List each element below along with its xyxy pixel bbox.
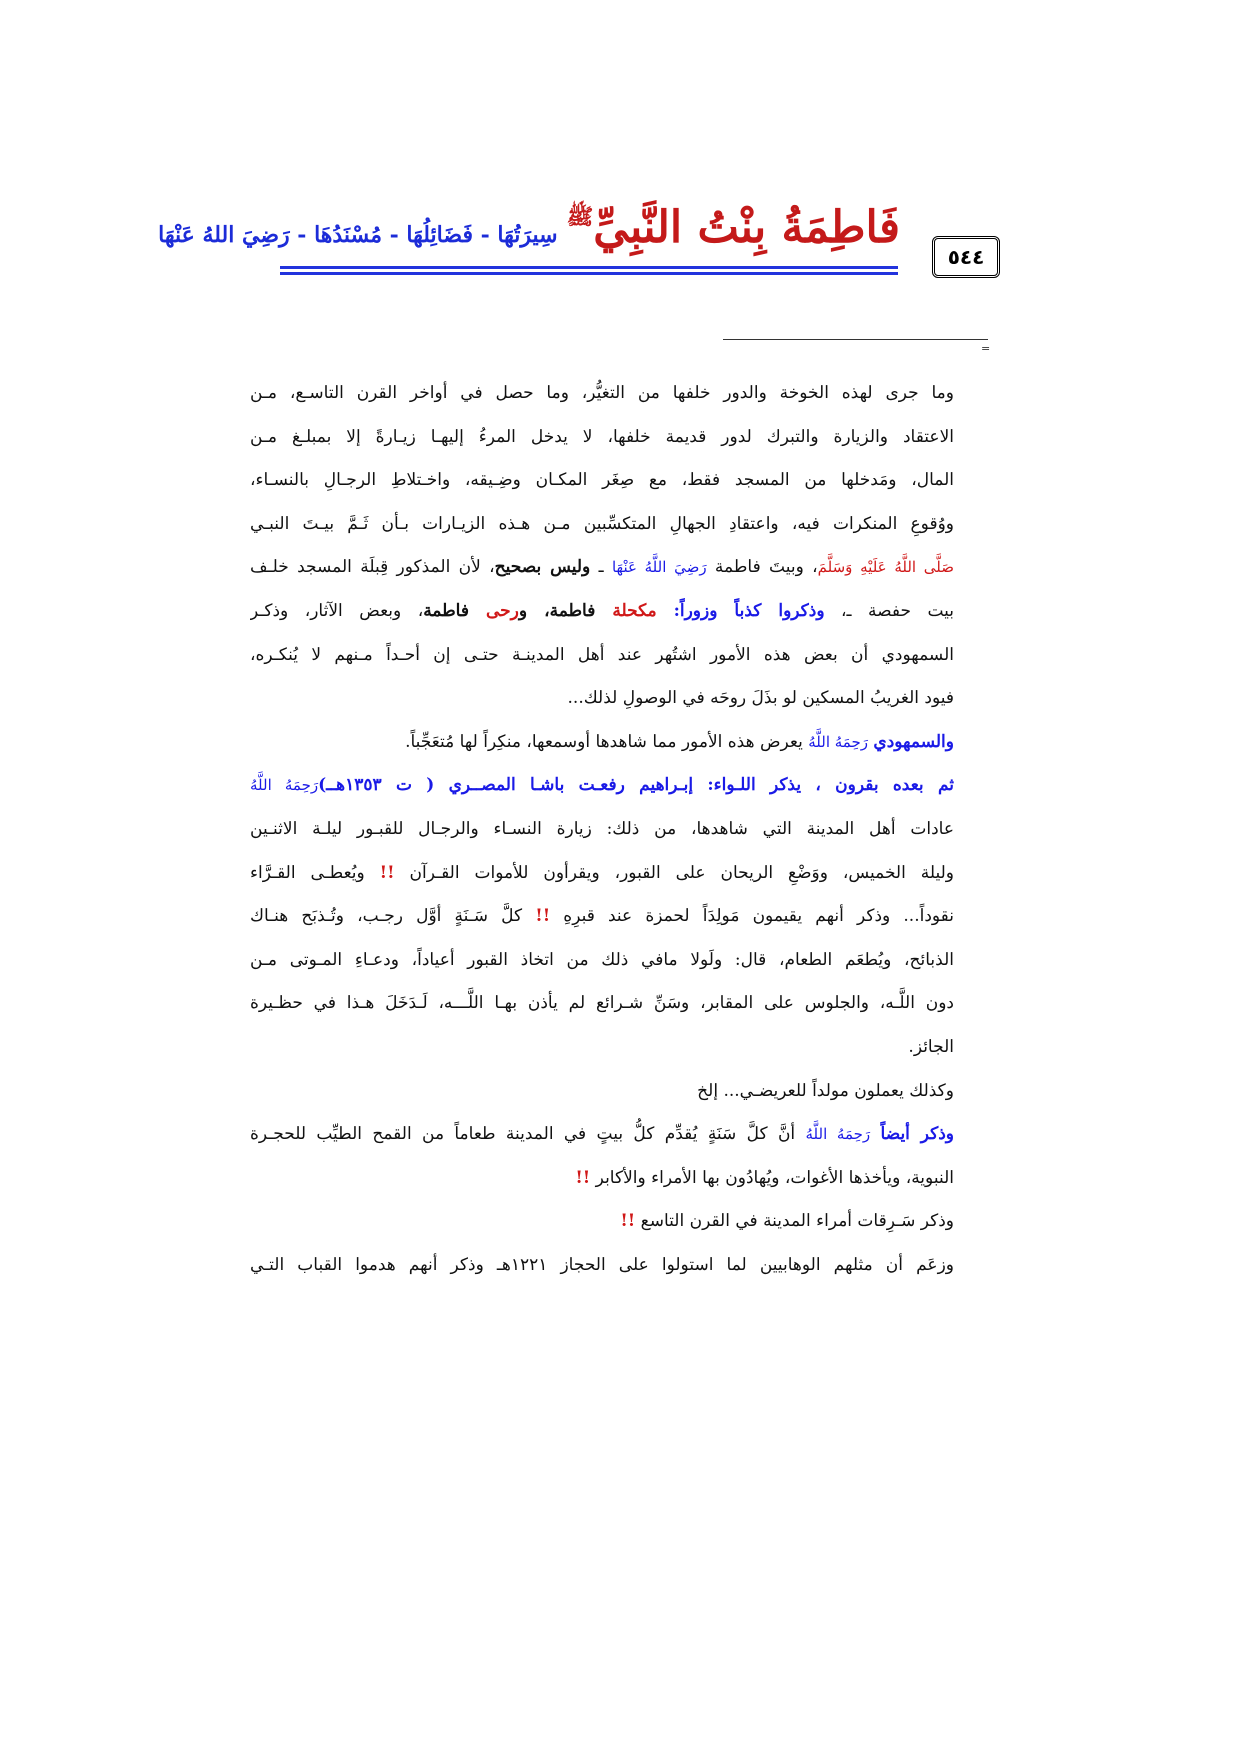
page-header	[158, 196, 1000, 278]
honorific: رَحِمَهُ اللَّهُ	[808, 732, 868, 751]
text-line: وزعَم أن مثلهم الوهابيين لما استولوا على الحجاز ١٢٢١هـ وذكر أنهم هدموا القباب التـي	[250, 1254, 954, 1275]
text-line: فيود الغريبُ المسكين لو بذَلَ روحَه في الوصولِ لذلك...	[567, 688, 954, 709]
honorific: رَحِمَهُ اللَّهُ	[805, 1125, 871, 1144]
text-line: الجائز.	[908, 1036, 954, 1057]
text-line: وكذلك يعملون مولداً للعريضـي... إلخ	[697, 1080, 954, 1101]
text-line: بيت حفصة ـ، وذكروا كذباً وزوراً: مكحلة فاطمة، ورحى فاطمة، وبعض الآثار، وذكـر	[250, 600, 954, 621]
text-line: وذكر سَـرِقات أمراء المدينة في القرن التاسع !!	[620, 1211, 954, 1232]
header-rule-bottom	[280, 272, 898, 275]
text-line: السمهودي أن بعض هذه الأمور اشتُهر عند أهل المدينـة حتـى إن أحـداً مـنهم لا يُنكـره،	[250, 644, 954, 665]
text-line: الذبائح، ويُطعَم الطعام، قال: ولَولا مافي ذلك من اتخاذ القبور أعياداً، ودعـاءِ المـوتى مـن	[250, 949, 954, 970]
text-line: النبوية، ويأخذها الأغوات، ويُهادُون بها الأمراء والأكابر !!	[575, 1167, 954, 1188]
text-line: وليلة الخميس، ووَضْعِ الريحان على القبور، ويقرأون للأموات القـرآن !! ويُعطـى القـرَّاء	[250, 862, 954, 883]
text-line: نقوداً... وذكر أنهم يقيمون مَولِدَاً لحمزة عند قبرِهِ !! كلَّ سَـنَةٍ أوَّل رجـب، وتُـذبَح هنـاك	[250, 906, 954, 927]
footnote-continuation-mark: =	[981, 342, 991, 355]
book-title	[158, 202, 900, 253]
footnote-body	[250, 372, 954, 1287]
text-line: الاعتقاد والزيارة والتبرك لدور قديمة خلفها، لا يدخل المرءُ إليهـا زيـارةً إلا بمبلـغ مـن	[250, 426, 954, 447]
title-subtitle: سِيرَتُهَا - فَضَائِلُهَا - مُسْنَدُهَا - رَضِيَ اللهُ عَنْهَا	[158, 222, 558, 248]
text-line: ثم بعده بقرون ، يذكر اللـواء: إبـراهيم رفعـت باشـا المصــري ( ت ١٣٥٣هــ)رَحِمَهُ اللَّهُ	[250, 775, 954, 796]
text-line: والسمهودي رَحِمَهُ اللَّهُ يعرض هذه الأمور مما شاهدها أوسمعها، منكِراً لها مُتعَجِّباً.	[405, 731, 954, 752]
text-line: وذكر أيضاً رَحِمَهُ اللَّهُ أنَّ كلَّ سَنَةٍ يُقدِّم كلُّ بيتٍ في المدينة طعاماً من القمح الطيِّب للحجـرة	[250, 1124, 954, 1145]
text-line: وما جرى لهذه الخوخة والدور خلفها من التغيُّر، وما حصل في أواخر القرن التاسـع، مـن	[250, 383, 954, 403]
title-main: فَاطِمَةُ بِنْتُ النَّبِيِّ	[593, 202, 900, 253]
honorific: رَحِمَهُ اللَّهُ	[250, 776, 319, 795]
text-line: ووُقوعِ المنكرات فيه، واعتقادِ الجهالِ المتكسِّبين مـن هـذه الزيـارات بـأن ثَـمَّ بيـتَ النبـي	[250, 513, 954, 534]
header-rule-top	[280, 266, 898, 269]
honorific: رَضِيَ اللَّهُ عَنْهَا	[611, 558, 707, 577]
title-honorific: ﷺ	[566, 204, 594, 230]
text-line: صَلَّى اللَّهُ عَلَيْهِ وَسَلَّمَ، وبيتَ فاطمة رَضِيَ اللَّهُ عَنْهَا ـ وليس بصحيح، لأن المذكور قِبلَة المسجد خلـف	[250, 557, 954, 578]
page-number: ٥٤٤	[932, 236, 1000, 278]
footnote-separator	[723, 339, 988, 340]
text-line: عادات أهل المدينة التي شاهدها، من ذلك: زيارة النسـاء والرجـال للقبـور ليلـة الاثنـين	[250, 818, 954, 839]
honorific: صَلَّى اللَّهُ عَلَيْهِ وَسَلَّمَ	[817, 558, 954, 577]
text-line: دون اللَّـه، والجلوس على المقابر، وسَنِّ شـرائع لم يأذن بهـا اللَّـــه، لَـدَخَلَ هـذا في حظـيرة	[250, 993, 954, 1014]
text-line: المال، ومَدخلها من المسجد فقط، مع صِغَر المكـان وضِـيقه، واخـتلاطِ الرجـالِ بالنسـاء،	[250, 470, 954, 491]
